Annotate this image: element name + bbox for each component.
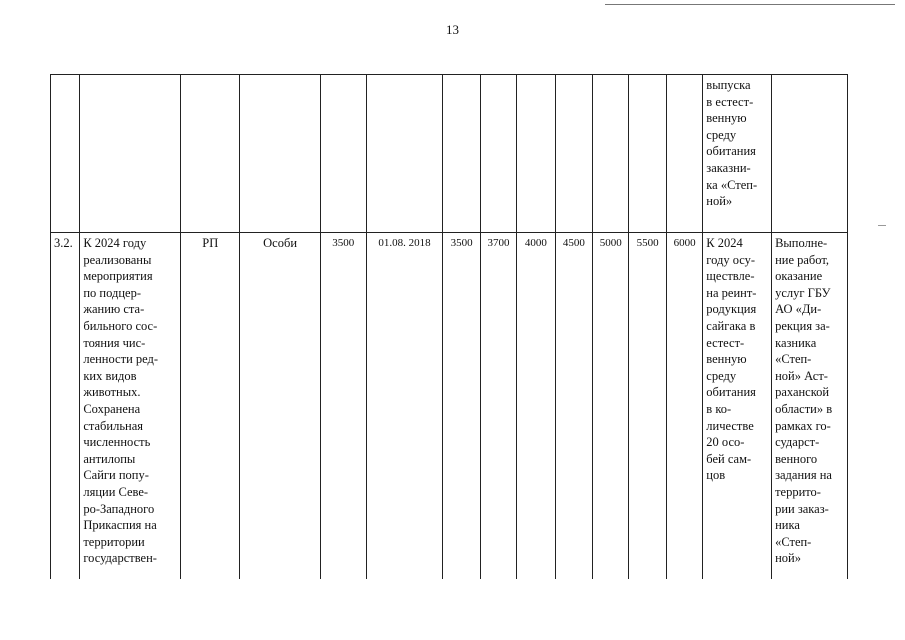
- cell-result: К 2024 году осу- ществле- на реинт- родукция сайгака в естест- венную среду обитания в ко- личестве 20 осо- бей сам- цов: [703, 233, 772, 580]
- cell-year-3: 4000: [517, 233, 555, 580]
- cell-no: [51, 75, 80, 233]
- cell-year-7: [666, 75, 702, 233]
- cell-year-2: 3700: [480, 233, 516, 580]
- cell-result-continuation: выпуска в естест- венную среду обитания заказни- ка «Степ- ной»: [703, 75, 772, 233]
- cell-level: [181, 75, 240, 233]
- table-row-3-2: [51, 233, 848, 580]
- cell-year-7: 6000: [666, 233, 702, 580]
- cell-level: РП: [181, 233, 240, 580]
- margin-mark: [878, 225, 886, 226]
- cell-year-5: 5000: [593, 233, 629, 580]
- cell-unit: [240, 75, 321, 233]
- header-rule: [605, 4, 895, 6]
- cell-base-value: 3500: [321, 233, 367, 580]
- cell-year-1: 3500: [443, 233, 480, 580]
- cell-year-2: [480, 75, 516, 233]
- cell-no: 3.2.: [51, 233, 80, 580]
- cell-year-6: 5500: [629, 233, 666, 580]
- measures-table: [50, 74, 848, 579]
- cell-mechanism: Выполне- ние работ, оказание услуг ГБУ АО «Ди- рекция за- казника «Степ- ной» Аст- раханской области» в рамках го- сударст- венного задания на террито- рии заказ- ника «Степ- ной»: [772, 233, 848, 580]
- page-number: 13: [446, 22, 459, 37]
- cell-task: [80, 75, 181, 233]
- cell-task: К 2024 году реализованы мероприятия по подцер- жанию ста- бильного сос- тояния чис- ленности ред- ких видов животных. Сохранена стабильная численность антилопы Сайги попу- ляции Севе- ро-Западного Прикаспия на территории государствен-: [80, 233, 181, 580]
- cell-year-3: [517, 75, 555, 233]
- cell-year-5: [593, 75, 629, 233]
- cell-year-4: 4500: [555, 233, 592, 580]
- cell-base-value: [321, 75, 367, 233]
- cell-year-1: [443, 75, 480, 233]
- cell-year-6: [629, 75, 666, 233]
- cell-base-date: [366, 75, 443, 233]
- cell-base-date: 01.08. 2018: [366, 233, 443, 580]
- table-row-continuation: [51, 75, 848, 233]
- cell-mechanism: [772, 75, 848, 233]
- cell-unit: Особи: [240, 233, 321, 580]
- cell-year-4: [555, 75, 592, 233]
